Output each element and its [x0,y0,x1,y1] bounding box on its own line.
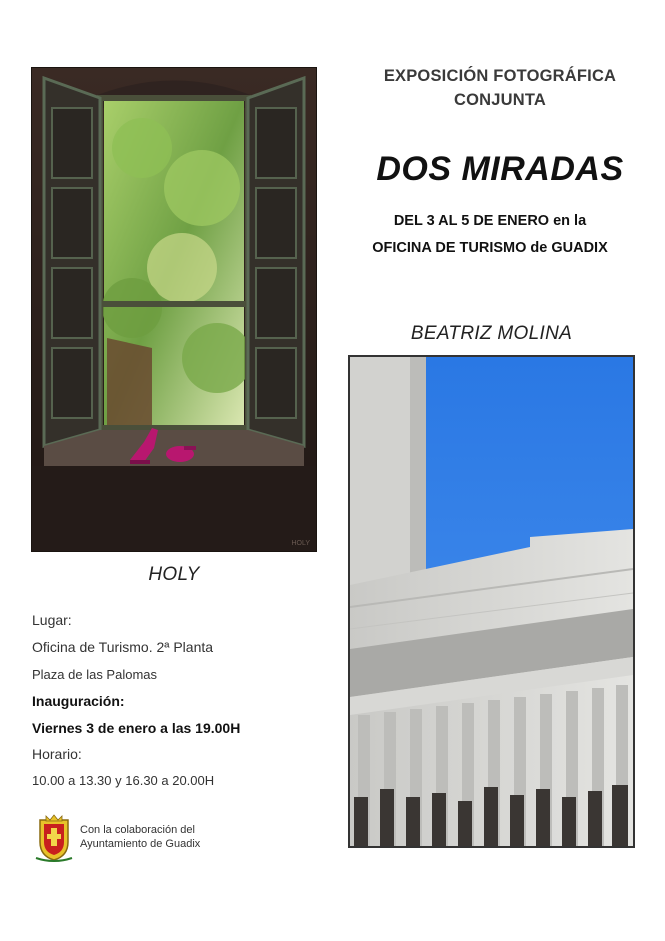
info-lugar-label: Lugar: [32,612,72,628]
municipal-crest-icon [34,814,74,862]
info-inauguracion-label: Inauguración: [32,693,125,709]
dates-line2: OFICINA DE TURISMO de GUADIX [372,240,608,256]
collab-line2: Ayuntamiento de Guadix [80,838,201,850]
photo-watermark: HOLY [291,540,310,547]
exhibition-title: DOS MIRADAS [376,150,624,188]
architecture-photo-art [350,357,633,846]
info-horario-value: 10.00 a 13.30 y 16.30 a 20.00H [32,773,215,788]
window-photo-art [32,68,316,551]
photographer-name: BEATRIZ MOLINA [410,323,573,344]
info-inauguracion-value: Viernes 3 de enero a las 19.00H [32,720,241,736]
info-horario-label: Horario: [32,746,82,762]
dates-line1: DEL 3 AL 5 DE ENERO en la [393,213,587,229]
photo-architecture [348,355,635,848]
photo-window [31,67,317,552]
info-lugar-line1: Oficina de Turismo. 2ª Planta [32,639,214,655]
collab-line1: Con la colaboración del [80,824,195,836]
info-lugar-line2: Plaza de las Palomas [32,667,158,682]
exhibition-subtitle-line1: EXPOSICIÓN FOTOGRÁFICA [383,67,617,85]
photo-left-caption: HOLY [148,564,200,585]
exhibition-subtitle-line2: CONJUNTA [453,91,547,109]
